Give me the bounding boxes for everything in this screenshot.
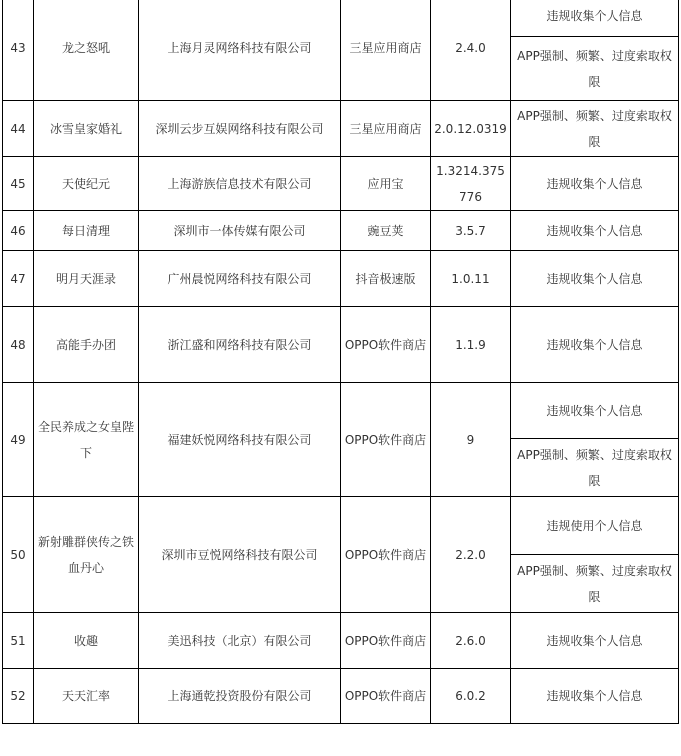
company-name: 上海月灵网络科技有限公司 — [139, 0, 341, 101]
violation-issue: 违规收集个人信息 — [511, 613, 679, 669]
company-name: 浙江盛和网络科技有限公司 — [139, 307, 341, 383]
violation-issue: APP强制、频繁、过度索取权限 — [511, 439, 679, 497]
row-number: 47 — [3, 251, 34, 307]
app-name: 天天汇率 — [34, 669, 139, 724]
app-version: 1.1.9 — [431, 307, 511, 383]
row-number: 43 — [3, 0, 34, 101]
company-name: 美迅科技（北京）有限公司 — [139, 613, 341, 669]
app-store: OPPO软件商店 — [341, 613, 431, 669]
table-row — [3, 497, 679, 555]
app-store: 三星应用商店 — [341, 0, 431, 101]
violation-issue: 违规收集个人信息 — [511, 307, 679, 383]
app-name: 收趣 — [34, 613, 139, 669]
row-number: 52 — [3, 669, 34, 724]
app-version: 2.0.12.0319 — [431, 101, 511, 157]
app-name: 每日清理 — [34, 211, 139, 251]
app-version: 2.6.0 — [431, 613, 511, 669]
table-row — [3, 101, 679, 157]
violation-issue: 违规收集个人信息 — [511, 157, 679, 211]
violation-issue: APP强制、频繁、过度索取权限 — [511, 101, 679, 157]
table-body — [3, 0, 679, 724]
app-version: 1.0.11 — [431, 251, 511, 307]
company-name: 深圳市豆悦网络科技有限公司 — [139, 497, 341, 613]
app-name: 全民养成之女皇陛下 — [34, 383, 139, 497]
table-row — [3, 157, 679, 211]
table-row — [3, 613, 679, 669]
violation-issue: 违规收集个人信息 — [511, 211, 679, 251]
app-store: OPPO软件商店 — [341, 307, 431, 383]
table-row — [3, 0, 679, 37]
table-row — [3, 669, 679, 724]
company-name: 上海通乾投资股份有限公司 — [139, 669, 341, 724]
app-name: 新射雕群侠传之铁血丹心 — [34, 497, 139, 613]
app-version: 1.3214.375776 — [431, 157, 511, 211]
app-version: 2.2.0 — [431, 497, 511, 613]
app-name: 龙之怒吼 — [34, 0, 139, 101]
app-store: 三星应用商店 — [341, 101, 431, 157]
violation-issue: APP强制、频繁、过度索取权限 — [511, 37, 679, 101]
table-row — [3, 251, 679, 307]
row-number: 44 — [3, 101, 34, 157]
row-number: 50 — [3, 497, 34, 613]
violation-issue: 违规收集个人信息 — [511, 383, 679, 439]
table-row — [3, 307, 679, 383]
app-version: 3.5.7 — [431, 211, 511, 251]
violation-issue: 违规收集个人信息 — [511, 251, 679, 307]
app-name: 冰雪皇家婚礼 — [34, 101, 139, 157]
app-version: 9 — [431, 383, 511, 497]
app-store: OPPO软件商店 — [341, 669, 431, 724]
app-store: OPPO软件商店 — [341, 383, 431, 497]
violation-issue: 违规收集个人信息 — [511, 669, 679, 724]
row-number: 49 — [3, 383, 34, 497]
row-number: 46 — [3, 211, 34, 251]
violation-issue: 违规收集个人信息 — [511, 0, 679, 37]
app-store: 抖音极速版 — [341, 251, 431, 307]
row-number: 45 — [3, 157, 34, 211]
row-number: 48 — [3, 307, 34, 383]
violation-issue: APP强制、频繁、过度索取权限 — [511, 555, 679, 613]
table-row — [3, 383, 679, 439]
table-row — [3, 211, 679, 251]
company-name: 深圳云步互娱网络科技有限公司 — [139, 101, 341, 157]
company-name: 深圳市一体传媒有限公司 — [139, 211, 341, 251]
app-store: 应用宝 — [341, 157, 431, 211]
violation-issue: 违规使用个人信息 — [511, 497, 679, 555]
app-version: 2.4.0 — [431, 0, 511, 101]
app-version: 6.0.2 — [431, 669, 511, 724]
app-name: 明月天涯录 — [34, 251, 139, 307]
app-store: 豌豆荚 — [341, 211, 431, 251]
app-name: 天使纪元 — [34, 157, 139, 211]
company-name: 广州晨悦网络科技有限公司 — [139, 251, 341, 307]
row-number: 51 — [3, 613, 34, 669]
company-name: 上海游族信息技术有限公司 — [139, 157, 341, 211]
app-violation-table — [2, 0, 679, 724]
app-store: OPPO软件商店 — [341, 497, 431, 613]
company-name: 福建妖悦网络科技有限公司 — [139, 383, 341, 497]
app-name: 高能手办团 — [34, 307, 139, 383]
